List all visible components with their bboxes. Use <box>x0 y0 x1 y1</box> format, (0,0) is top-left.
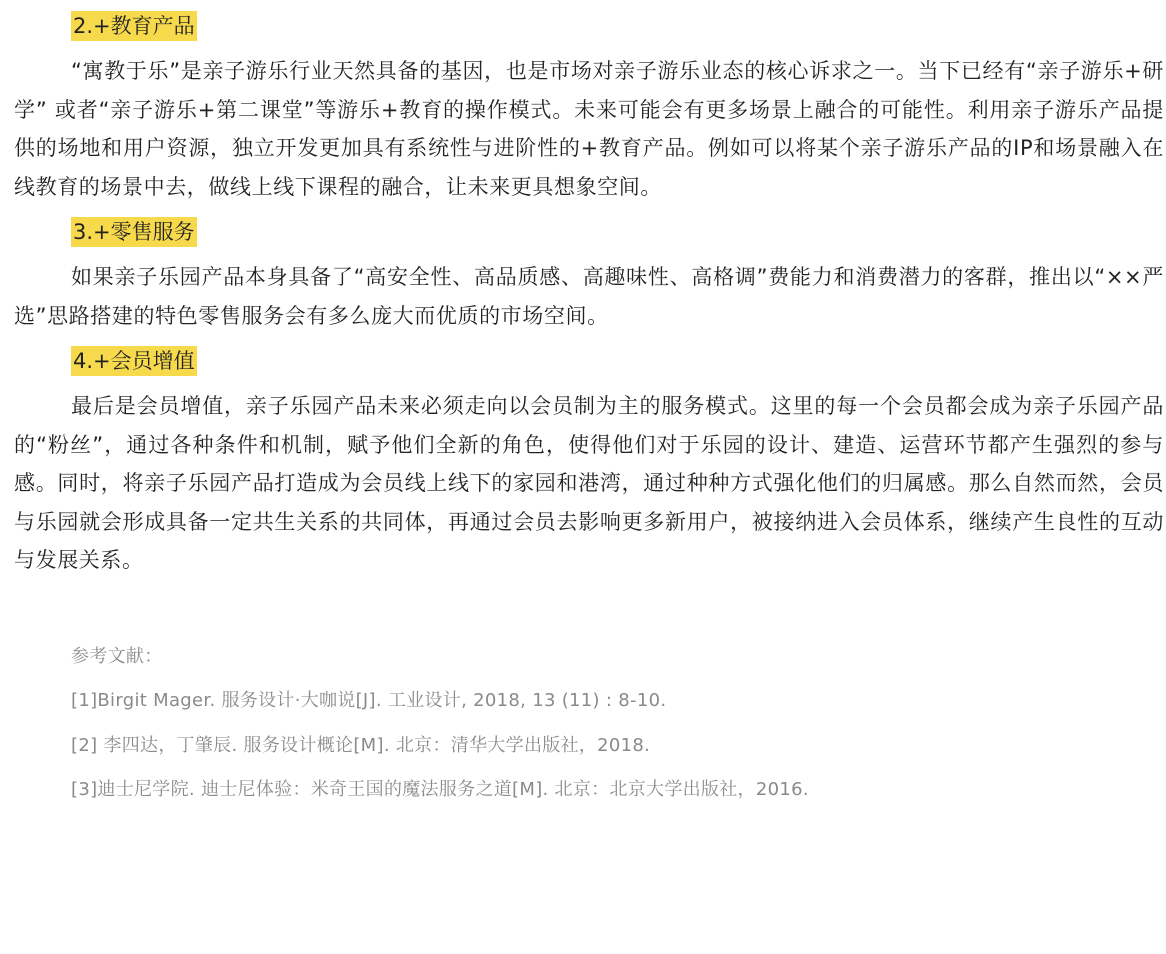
references-section <box>14 635 1164 813</box>
references-title: 参考文献： <box>71 645 163 667</box>
section-heading-text: 4.+会员增值 <box>71 346 197 376</box>
section-heading-retail <box>14 206 1164 258</box>
reference-item: [1]Birgit Mager. 服务设计·大咖说[J]. 工业设计, 2018, 13 (11) : 8-10. <box>71 690 667 711</box>
section-paragraph-retail: 如果亲子乐园产品本身具备了“高安全性、高品质感、高趣味性、高格调”费能力和消费潜力的客群，推出以“××严选”思路搭建的特色零售服务会有多么庞大而优质的市场空间。 <box>14 265 1164 328</box>
reference-item: [3]迪士尼学院. 迪士尼体验：米奇王国的魔法服务之道[M]. 北京：北京大学出版社，2016. <box>71 779 809 800</box>
section-paragraph-membership: 最后是会员增值，亲子乐园产品未来必须走向以会员制为主的服务模式。这里的每一个会员都会成为亲子乐园产品的“粉丝”，通过各种条件和机制，赋予他们全新的角色，使得他们对于乐园的设计、建造、运营环节都产生强烈的参与感。同时，将亲子乐园产品打造成为会员线上线下的家园和港湾，通过种种方式强化他们的归属感。那么自然而然，会员与乐园就会形成具备一定共生关系的共同体，再通过会员去影响更多新用户，被接纳进入会员体系，继续产生良性的互动与发展关系。 <box>14 394 1164 572</box>
section-heading-membership <box>14 335 1164 387</box>
section-paragraph-education: “寓教于乐”是亲子游乐行业天然具备的基因，也是市场对亲子游乐业态的核心诉求之一。当下已经有“亲子游乐+研学” 或者“亲子游乐+第二课堂”等游乐+教育的操作模式。未来可能会有更多场景上融合的可能性。利用亲子游乐产品提供的场地和用户资源，独立开发更加具有系统性与进阶性的+教育产品。例如可以将某个亲子游乐产品的IP和场景融入在线教育的场景中去，做线上线下课程的融合，让未来更具想象空间。 <box>14 59 1164 199</box>
reference-item: [2] 李四达，丁肇辰. 服务设计概论[M]. 北京：清华大学出版社，2018. <box>71 734 651 756</box>
section-heading-text: 3.+零售服务 <box>71 217 197 247</box>
article-body <box>14 0 1164 813</box>
section-heading-text: 2.+教育产品 <box>71 11 197 41</box>
section-heading-education <box>14 0 1164 52</box>
